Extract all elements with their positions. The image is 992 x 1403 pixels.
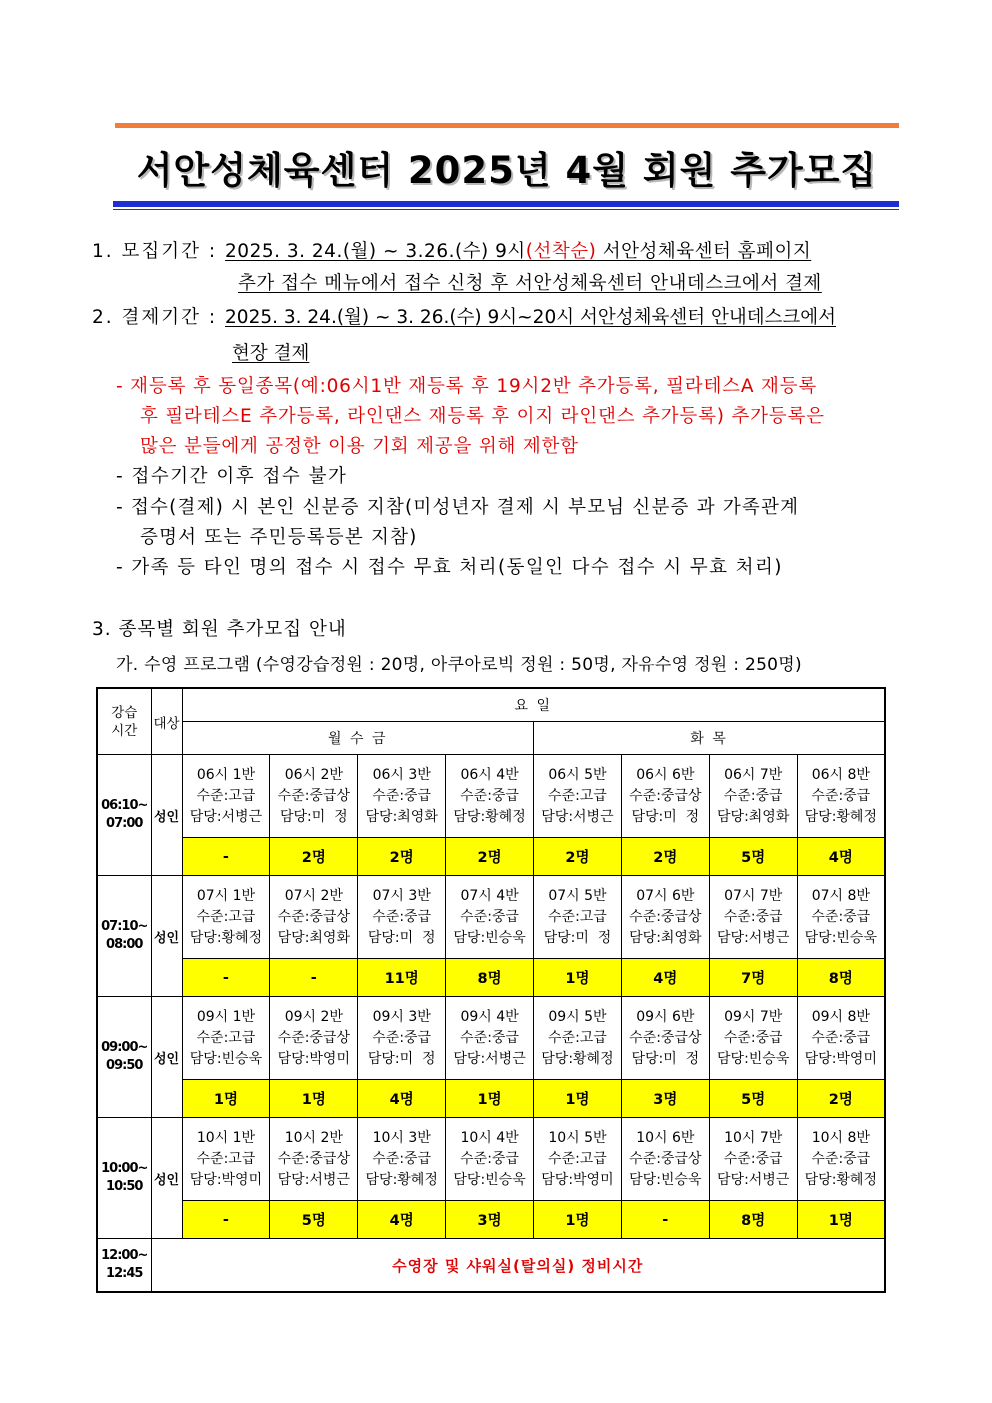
row-time: 10:00~ 10:50: [97, 1118, 151, 1239]
class-coach: 담당:황혜정: [453, 808, 526, 825]
class-coach: 담당:미 정: [631, 808, 700, 825]
class-level: 수준:중급: [811, 1150, 871, 1167]
class-cell: [797, 1118, 885, 1201]
class-coach: 담당:박영미: [541, 1171, 614, 1188]
class-name: 06시 2반: [284, 766, 343, 783]
note-2: - 접수기간 이후 접수 불가: [116, 466, 348, 487]
row-target: 성인: [151, 755, 182, 876]
class-coach: 담당:빈승욱: [804, 929, 877, 946]
class-cell: [534, 1118, 622, 1201]
class-level: 수준:중급상: [277, 1150, 350, 1167]
class-cell: [709, 1118, 797, 1201]
class-level: 수준:중급상: [629, 1029, 702, 1046]
class-coach: 담당:박영미: [804, 1050, 877, 1067]
class-level: 수준:중급: [372, 1150, 432, 1167]
available-count: -: [182, 959, 270, 997]
available-count: 5명: [709, 1080, 797, 1118]
class-cell: [358, 755, 446, 838]
table-row: [97, 876, 885, 959]
orange-top-rule: [115, 123, 899, 128]
header-tue-thu: 화 목: [534, 722, 886, 755]
class-name: 06시 5반: [548, 766, 607, 783]
class-name: 06시 6반: [636, 766, 695, 783]
class-coach: 담당:빈승욱: [453, 929, 526, 946]
class-name: 07시 6반: [636, 887, 695, 904]
class-coach: 담당:서병근: [453, 1050, 526, 1067]
class-name: 09시 3반: [372, 1008, 431, 1025]
class-coach: 담당:빈승욱: [453, 1171, 526, 1188]
class-name: 06시 4반: [460, 766, 519, 783]
available-count: 7명: [709, 959, 797, 997]
class-level: 수준:중급: [460, 787, 519, 804]
class-cell: [534, 755, 622, 838]
class-level: 수준:중급: [723, 1029, 783, 1046]
class-cell: [621, 997, 709, 1080]
class-coach: 담당:최영화: [717, 808, 790, 825]
class-coach: 담당:황혜정: [189, 929, 263, 946]
header-day: 요 일: [182, 688, 885, 722]
class-level: 수준:중급상: [277, 1029, 350, 1046]
class-coach: 담당:미 정: [543, 929, 612, 946]
class-cell: [534, 876, 622, 959]
class-cell: [182, 755, 270, 838]
available-count: 8명: [709, 1201, 797, 1239]
item-2-line-1: [92, 306, 836, 330]
available-count: 1명: [446, 1080, 534, 1118]
class-level: 수준:고급: [548, 1029, 607, 1046]
class-name: 09시 8반: [811, 1008, 870, 1025]
maintenance-time: 12:00~ 12:45: [97, 1239, 151, 1293]
class-name: 10시 3반: [372, 1129, 431, 1146]
class-coach: 담당:박영미: [277, 1050, 350, 1067]
class-level: 수준:중급: [372, 908, 432, 925]
class-coach: 담당:미 정: [279, 808, 348, 825]
class-name: 09시 4반: [460, 1008, 519, 1025]
available-count: 2명: [797, 1080, 885, 1118]
class-cell: [797, 876, 885, 959]
note-3-line-2: 증명서 또는 주민등록등본 지참): [140, 527, 418, 548]
table-row: [97, 1118, 885, 1201]
class-cell: [621, 1118, 709, 1201]
class-name: 06시 3반: [372, 766, 431, 783]
class-name: 07시 8반: [811, 887, 870, 904]
class-coach: 담당:미 정: [367, 1050, 436, 1067]
schedule-rows: [97, 755, 885, 1239]
class-coach: 담당:서병근: [541, 808, 614, 825]
class-level: 수준:중급상: [629, 1150, 702, 1167]
section-3-heading: 3. 종목별 회원 추가모집 안내: [92, 619, 347, 640]
available-count: 2명: [358, 838, 446, 876]
table-row-counts: [97, 1201, 885, 1239]
class-cell: [621, 876, 709, 959]
available-count: 3명: [621, 1080, 709, 1118]
class-name: 06시 8반: [811, 766, 870, 783]
note-1-line-3: 많은 분들에게 공정한 이용 기회 제공을 위해 제한함: [140, 436, 579, 457]
class-cell: [182, 1118, 270, 1201]
class-level: 수준:고급: [548, 908, 607, 925]
class-cell: [446, 876, 534, 959]
class-level: 수준:중급: [723, 787, 783, 804]
item-1-label: 1. 모집기간 :: [92, 241, 218, 262]
class-cell: [534, 997, 622, 1080]
class-cell: [182, 997, 270, 1080]
available-count: 1명: [534, 959, 622, 997]
available-count: 5명: [709, 838, 797, 876]
class-name: 10시 6반: [636, 1129, 695, 1146]
class-level: 수준:중급상: [629, 787, 702, 804]
class-cell: [358, 997, 446, 1080]
header-target: 대상: [151, 688, 182, 755]
class-level: 수준:중급: [460, 1150, 519, 1167]
class-coach: 담당:서병근: [717, 929, 790, 946]
item-2-label: 2. 결제기간 :: [92, 307, 218, 328]
class-name: 06시 7반: [724, 766, 783, 783]
note-3-line-1: - 접수(결제) 시 본인 신분증 지참(미성년자 결제 시 부모님 신분증 과 가족관계: [116, 497, 800, 518]
class-coach: 담당:최영화: [277, 929, 350, 946]
available-count: 1명: [534, 1201, 622, 1239]
class-cell: [270, 997, 358, 1080]
class-name: 07시 3반: [372, 887, 431, 904]
row-target: 성인: [151, 876, 182, 997]
class-level: 수준:중급: [811, 908, 871, 925]
class-cell: [358, 1118, 446, 1201]
class-coach: 담당:빈승욱: [629, 1171, 702, 1188]
item-2-period: 2025. 3. 24.(월) ~ 3. 26.(수) 9시~20시 서안성체육센터 안내데스크에서: [225, 307, 837, 328]
note-4: - 가족 등 타인 명의 접수 시 접수 무효 처리(동일인 다수 접수 시 무효 처리): [116, 557, 783, 578]
available-count: 1명: [270, 1080, 358, 1118]
row-time: 07:10~ 08:00: [97, 876, 151, 997]
available-count: 2명: [621, 838, 709, 876]
class-level: 수준:중급: [460, 908, 519, 925]
class-cell: [358, 876, 446, 959]
class-coach: 담당:황혜정: [804, 1171, 877, 1188]
row-time: 09:00~ 09:50: [97, 997, 151, 1118]
class-level: 수준:중급: [723, 908, 783, 925]
note-1-line-1: - 재등록 후 동일종목(예:06시1반 재등록 후 19시2반 추가등록, 필라테스A 재등록: [116, 376, 817, 397]
class-name: 09시 7반: [724, 1008, 783, 1025]
item-1-line-2: 추가 접수 메뉴에서 접수 신청 후 서안성체육센터 안내데스크에서 결제: [238, 273, 822, 294]
class-name: 07시 7반: [724, 887, 783, 904]
class-cell: [621, 755, 709, 838]
header-time: 강습 시간: [97, 688, 151, 755]
class-coach: 담당:빈승욱: [189, 1050, 263, 1067]
class-cell: [182, 876, 270, 959]
class-coach: 담당:황혜정: [541, 1050, 614, 1067]
available-count: 4명: [358, 1201, 446, 1239]
item-2-line-2: 현장 결제: [232, 343, 310, 364]
class-cell: [709, 997, 797, 1080]
class-coach: 담당:서병근: [277, 1171, 350, 1188]
class-level: 수준:중급상: [277, 908, 350, 925]
available-count: 2명: [534, 838, 622, 876]
class-name: 09시 1반: [196, 1008, 256, 1025]
class-level: 수준:중급: [372, 1029, 432, 1046]
class-coach: 담당:미 정: [631, 1050, 700, 1067]
class-name: 09시 5반: [548, 1008, 607, 1025]
class-coach: 담당:최영화: [629, 929, 702, 946]
class-cell: [270, 755, 358, 838]
available-count: 8명: [797, 959, 885, 997]
table-row-counts: [97, 838, 885, 876]
table-row: [97, 997, 885, 1080]
item-1-period: 2025. 3. 24.(월) ~ 3.26.(수) 9시(선착순) 서안성체육센터 홈페이지: [225, 241, 812, 262]
class-level: 수준:중급: [723, 1150, 783, 1167]
table-row: [97, 755, 885, 838]
class-name: 10시 7반: [724, 1129, 783, 1146]
class-coach: 담당:서병근: [189, 808, 263, 825]
class-name: 07시 4반: [460, 887, 519, 904]
class-name: 10시 2반: [284, 1129, 343, 1146]
class-level: 수준:중급: [372, 787, 432, 804]
available-count: -: [270, 959, 358, 997]
maintenance-text: 수영장 및 샤워실(탈의실) 정비시간: [151, 1239, 885, 1293]
available-count: -: [182, 838, 270, 876]
class-coach: 담당:황혜정: [804, 808, 877, 825]
class-level: 수준:고급: [548, 787, 607, 804]
available-count: 5명: [270, 1201, 358, 1239]
class-level: 수준:고급: [196, 787, 256, 804]
class-cell: [446, 755, 534, 838]
available-count: 4명: [358, 1080, 446, 1118]
class-name: 07시 1반: [196, 887, 256, 904]
class-name: 09시 2반: [284, 1008, 343, 1025]
available-count: 4명: [797, 838, 885, 876]
class-coach: 담당:박영미: [189, 1171, 263, 1188]
row-time: 06:10~ 07:00: [97, 755, 151, 876]
class-name: 10시 4반: [460, 1129, 519, 1146]
available-count: 2명: [446, 838, 534, 876]
class-level: 수준:중급상: [629, 908, 702, 925]
available-count: -: [182, 1201, 270, 1239]
class-cell: [446, 997, 534, 1080]
class-cell: [270, 1118, 358, 1201]
available-count: 8명: [446, 959, 534, 997]
class-coach: 담당:미 정: [367, 929, 436, 946]
class-name: 07시 5반: [548, 887, 607, 904]
class-level: 수준:고급: [196, 1029, 256, 1046]
table-row-counts: [97, 1080, 885, 1118]
class-level: 수준:중급: [811, 1029, 871, 1046]
row-target: 성인: [151, 1118, 182, 1239]
available-count: 2명: [270, 838, 358, 876]
class-cell: [797, 997, 885, 1080]
class-coach: 담당:황혜정: [365, 1171, 438, 1188]
class-coach: 담당:서병근: [717, 1171, 790, 1188]
note-1-line-2: 후 필라테스E 추가등록, 라인댄스 재등록 후 이지 라인댄스 추가등록) 추가등록은: [140, 406, 825, 427]
class-cell: [446, 1118, 534, 1201]
blue-rule-thin: [113, 209, 899, 210]
swim-program-subheading: 가. 수영 프로그램 (수영강습정원 : 20명, 아쿠아로빅 정원 : 50명, 자유수영 정원 : 250명): [116, 655, 802, 675]
class-level: 수준:고급: [196, 1150, 256, 1167]
class-cell: [797, 755, 885, 838]
class-name: 07시 2반: [284, 887, 343, 904]
class-name: 10시 1반: [196, 1129, 256, 1146]
blue-rule-thick: [113, 201, 899, 207]
class-level: 수준:중급: [460, 1029, 519, 1046]
class-name: 10시 8반: [811, 1129, 870, 1146]
class-name: 09시 6반: [636, 1008, 695, 1025]
available-count: 11명: [358, 959, 446, 997]
table-row-counts: [97, 959, 885, 997]
item-1-line-1: [92, 240, 811, 264]
class-level: 수준:고급: [196, 908, 256, 925]
class-name: 06시 1반: [196, 766, 256, 783]
available-count: 1명: [534, 1080, 622, 1118]
class-level: 수준:중급: [811, 787, 871, 804]
available-count: 1명: [182, 1080, 270, 1118]
class-level: 수준:중급상: [277, 787, 350, 804]
page-title: 서안성체육센터 2025년 4월 회원 추가모집: [136, 149, 878, 192]
available-count: 1명: [797, 1201, 885, 1239]
class-cell: [270, 876, 358, 959]
class-name: 10시 5반: [548, 1129, 607, 1146]
available-count: 3명: [446, 1201, 534, 1239]
class-level: 수준:고급: [548, 1150, 607, 1167]
row-target: 성인: [151, 997, 182, 1118]
available-count: -: [621, 1201, 709, 1239]
class-cell: [709, 755, 797, 838]
class-cell: [709, 876, 797, 959]
swim-schedule-table: [96, 687, 886, 1293]
class-coach: 담당:최영화: [365, 808, 438, 825]
header-mon-wed-fri: 월 수 금: [182, 722, 534, 755]
available-count: 4명: [621, 959, 709, 997]
class-coach: 담당:빈승욱: [717, 1050, 790, 1067]
